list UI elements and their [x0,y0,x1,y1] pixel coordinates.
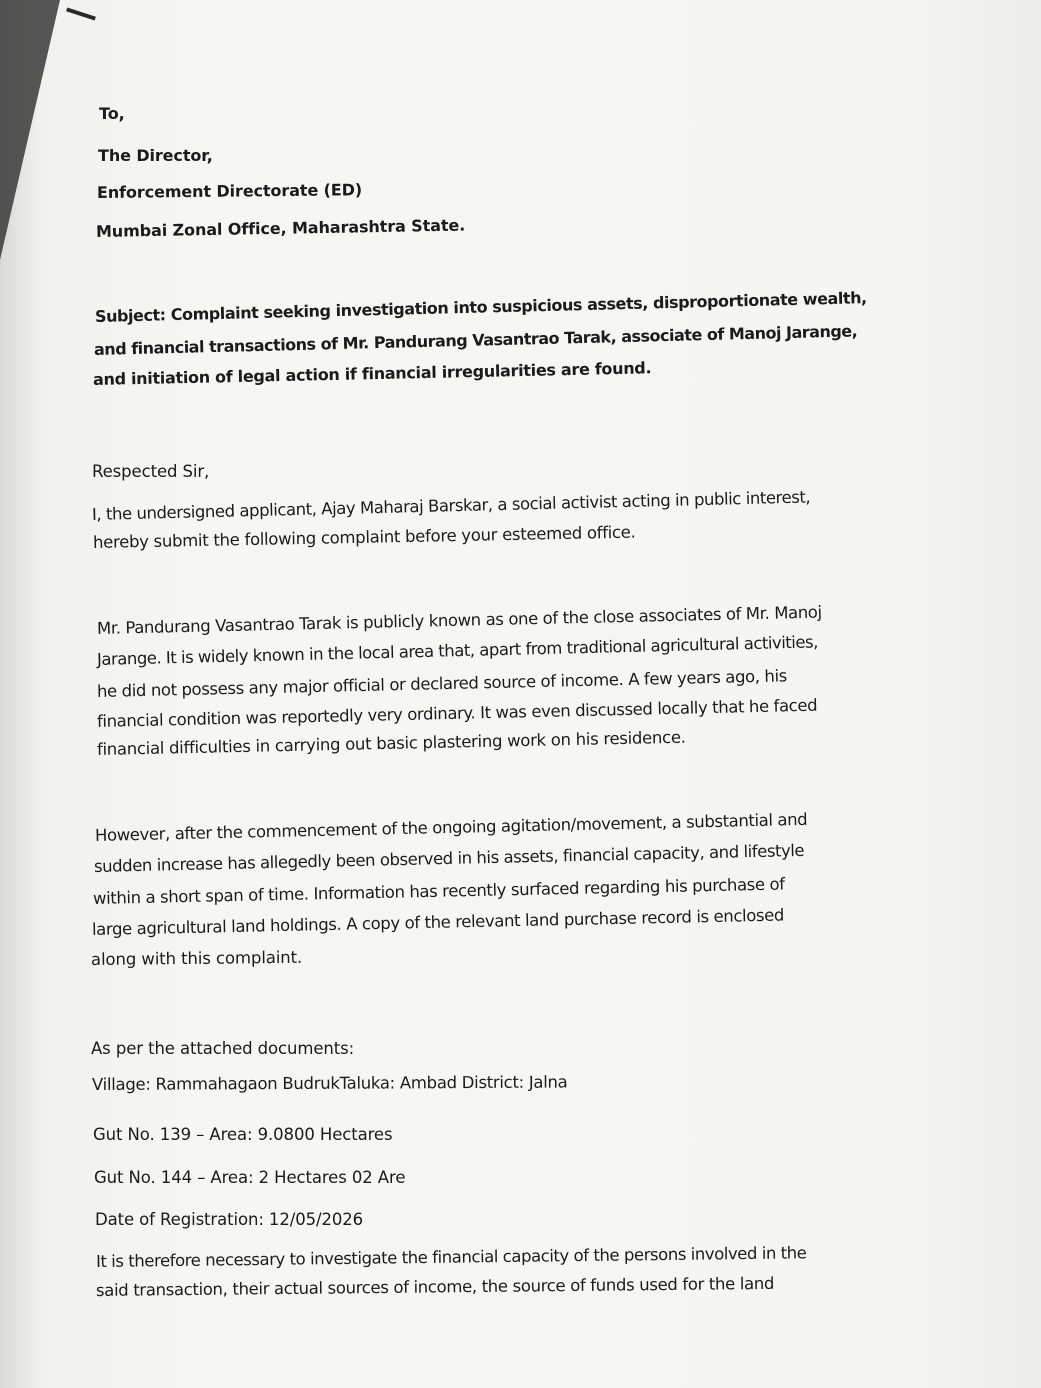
address-to: To, [99,104,125,123]
records-gut-144: Gut No. 144 – Area: 2 Hectares 02 Are [94,1168,406,1187]
closing-line-1: It is therefore necessary to investigate the financial capacity of the persons involved in the [95,1243,807,1271]
intro-line-1: I, the undersigned applicant, Ajay Maharaj Barskar, a social activist acting in public interest, [91,487,811,524]
subject-line-1: Subject: Complaint seeking investigation into suspicious assets, disproportionate wealth, [94,288,867,326]
para1-line-5: financial difficulties in carrying out basic plastering work on his residence. [96,727,686,759]
closing-line-2: said transaction, their actual sources of income, the source of funds used for the land [95,1273,775,1300]
para2-line-5: along with this complaint. [90,947,303,969]
para2-line-1: However, after the commencement of the ongoing agitation/movement, a substantial and [94,809,808,845]
address-director: The Director, [98,146,213,165]
address-department: Enforcement Directorate (ED) [96,180,363,202]
salutation: Respected Sir, [92,462,210,481]
para2-line-4: large agricultural land holdings. A copy of the relevant land purchase record is enclosed [91,905,785,939]
para1-line-4: financial condition was reportedly very ordinary. It was even discussed locally that he faced [96,695,818,731]
para2-line-2: sudden increase has allegedly been observed in his assets, financial capacity, and lifestyle [93,840,805,876]
para1-line-1: Mr. Pandurang Vasantrao Tarak is publicly known as one of the close associates of Mr. Manoj [96,602,822,638]
address-office: Mumbai Zonal Office, Maharashtra State. [95,215,466,241]
para1-line-2: Jarange. It is widely known in the local area that, apart from traditional agricultural activities, [96,632,819,669]
para2-line-3: within a short span of time. Information has recently surfaced regarding his purchase of [92,874,785,908]
intro-line-2: hereby submit the following complaint before your esteemed office. [92,522,636,552]
records-gut-139: Gut No. 139 – Area: 9.0800 Hectares [93,1125,393,1144]
records-village: Village: Rammahagaon BudrukTaluka: Ambad District: Jalna [91,1072,568,1094]
subject-line-2: and financial transactions of Mr. Pandurang Vasantrao Tarak, associate of Manoj Jarange, [93,321,858,359]
records-heading: As per the attached documents: [91,1039,355,1058]
subject-line-3: and initiation of legal action if financial irregularities are found. [92,358,652,389]
records-registration-date: Date of Registration: 12/05/2026 [95,1210,364,1229]
para1-line-3: he did not possess any major official or declared source of income. A few years ago, his [96,666,788,701]
